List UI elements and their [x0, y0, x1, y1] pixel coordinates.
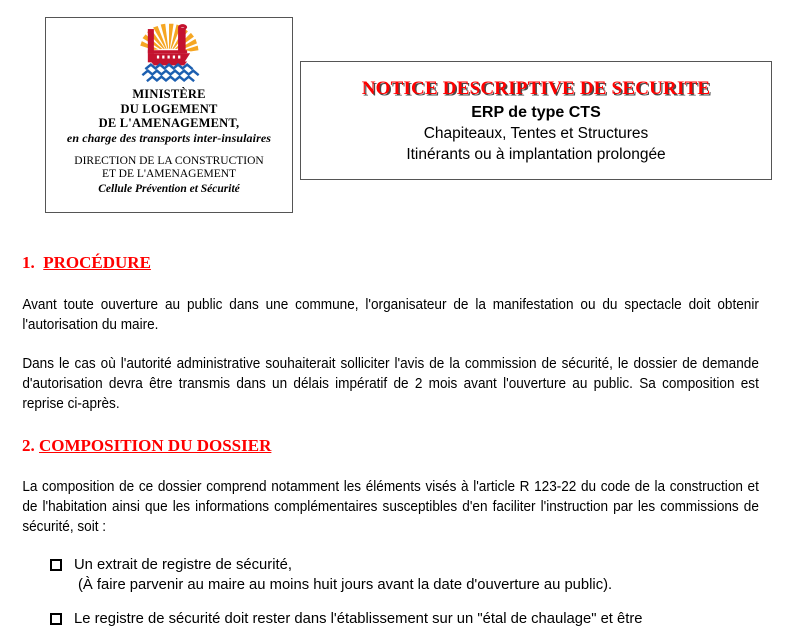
ministry-name-block — [46, 87, 292, 146]
section-2-number: 2. — [22, 436, 35, 455]
ministry-line-2: DU LOGEMENT — [120, 101, 218, 116]
direction-line-2: ET DE L'AMENAGEMENT — [101, 168, 237, 180]
direction-block — [46, 155, 292, 196]
checklist-item-note: (À faire parvenir au maire au moins huit jours avant la date d'ouverture au public). — [78, 577, 613, 593]
ministry-identity-box — [45, 17, 293, 213]
checklist-item-label: Un extrait de registre de sécurité, — [74, 557, 292, 573]
direction-line-1: DIRECTION DE LA CONSTRUCTION — [74, 154, 264, 167]
document-header — [0, 0, 800, 225]
section-2-title: COMPOSITION DU DOSSIER — [39, 436, 272, 455]
section-1-number: 1. — [22, 253, 35, 272]
document-title-box — [300, 61, 772, 180]
paragraph-composition-1: La composition de ce dossier comprend notamment les éléments visés à l'article R 123-22 du code de la construction et de l'habitation ainsi que les informations complémentaires susceptibles d'en faciliter l'instruction par les commissions de sécurité, soit : — [22, 479, 759, 535]
dossier-checklist — [0, 555, 800, 629]
document-body — [0, 225, 800, 629]
paragraph-procedure-1: Avant toute ouverture au public dans une commune, l'organisateur de la manifestation ou du spectacle doit obtenir l'autorisation du maire. — [22, 297, 759, 333]
checklist-item[interactable] — [50, 609, 800, 629]
document-subtitle-line-2: Itinérants ou à implantation prolongée — [406, 146, 666, 163]
checklist-item-label: Le registre de sécurité doit rester dans l'établissement sur un "étal de chaulage" et être — [74, 611, 643, 627]
section-1-title: PROCÉDURE — [43, 253, 151, 272]
checkbox-icon[interactable] — [50, 559, 62, 571]
checklist-item[interactable] — [50, 555, 800, 575]
section-heading-procedure — [0, 253, 800, 273]
paragraph-procedure-2: Dans le cas où l'autorité administrative souhaiterait solliciter l'avis de la commission de sécurité, le dossier de demande d'autorisation devra être transmis dans un délais impératif de 2 mois avant l'ouverture au public. Sa composition est reprise ci-après. — [22, 356, 759, 412]
ministry-line-3: DE L'AMENAGEMENT, — [98, 116, 240, 130]
french-polynesia-coat-of-arms-icon — [130, 23, 208, 85]
ministry-line-1: MINISTÈRE — [132, 87, 206, 101]
document-subtitle-bold: ERP de type CTS — [471, 104, 601, 121]
ministry-subtitle: en charge des transports inter-insulaires — [66, 130, 272, 145]
document-main-title: NOTICE DESCRIPTIVE DE SECURITE — [361, 78, 711, 99]
document-subtitle-line-1: Chapiteaux, Tentes et Structures — [423, 125, 649, 142]
section-heading-composition — [0, 436, 800, 456]
checkbox-icon[interactable] — [50, 613, 62, 625]
cell-line: Cellule Prévention et Sécurité — [98, 182, 240, 195]
